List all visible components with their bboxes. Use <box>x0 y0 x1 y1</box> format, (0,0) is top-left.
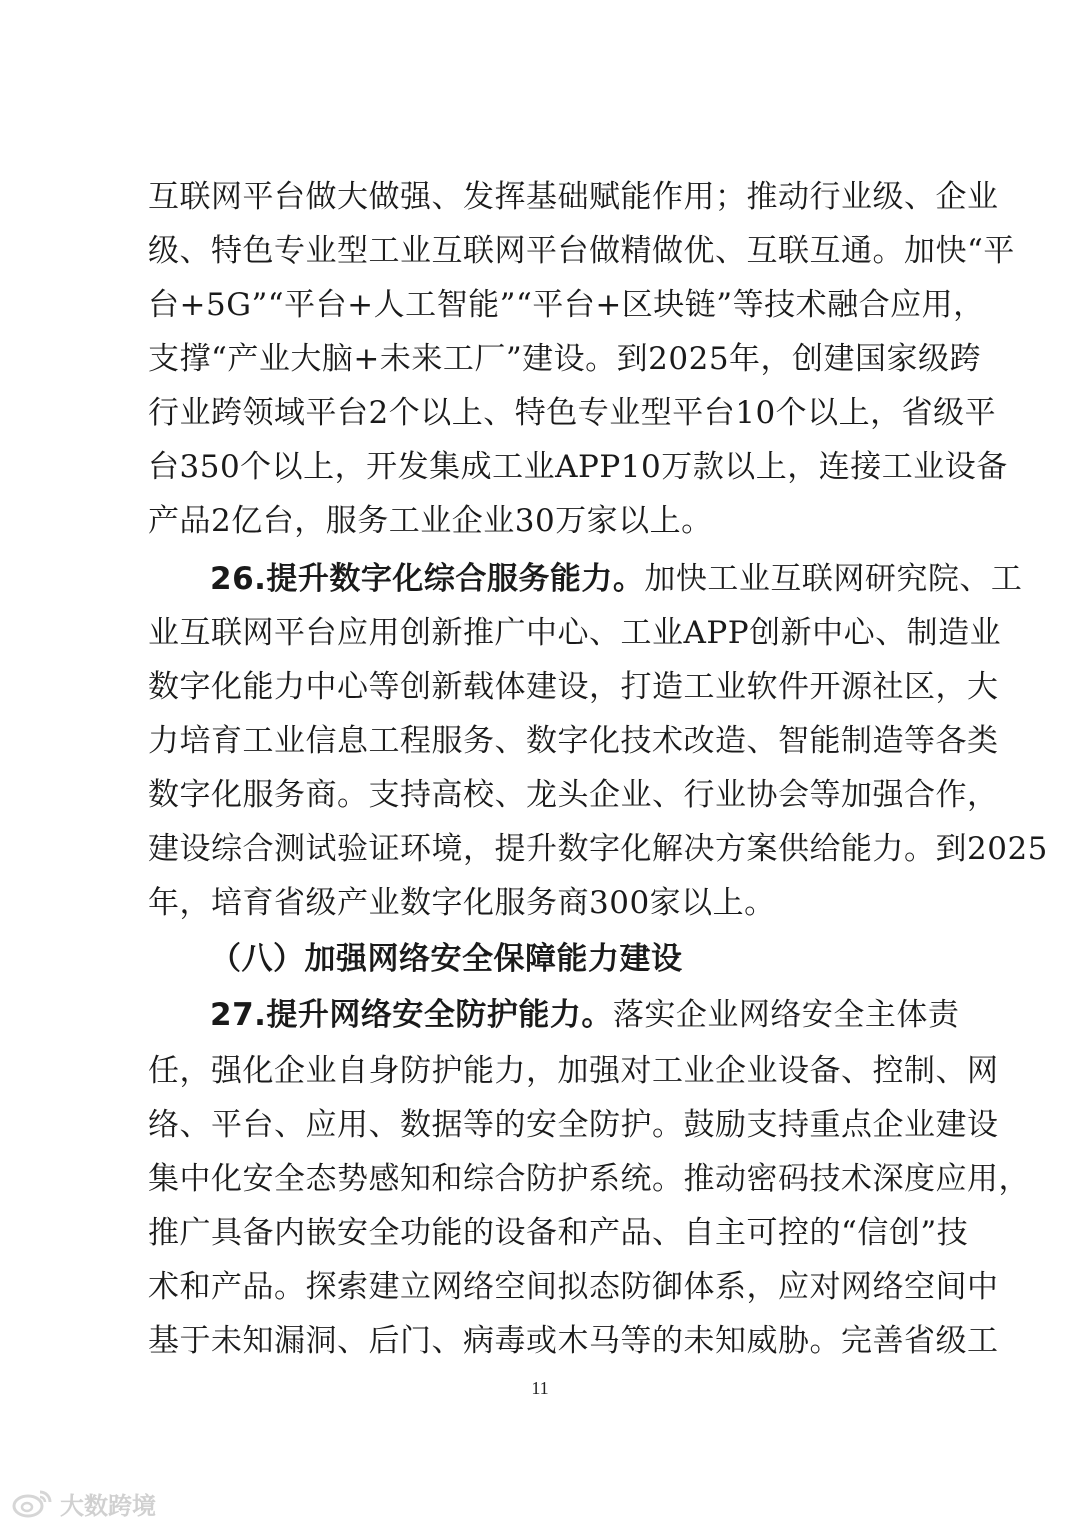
section-heading: （八）加强网络安全保障能力建设 <box>210 941 683 977</box>
item-27-line: 络、平台、应用、数据等的安全防护。鼓励支持重点企业建设 <box>148 1107 999 1143</box>
paragraph-line: 台+5G”“平台+人工智能”“平台+区块链”等技术融合应用， <box>148 287 985 323</box>
watermark <box>10 1486 156 1520</box>
paragraph-line: 台350个以上，开发集成工业APP10万款以上，连接工业设备 <box>148 449 1008 485</box>
paragraph-line: 支撑“产业大脑+未来工厂”建设。到2025年，创建国家级跨 <box>148 341 982 377</box>
item-26-line: 数字化服务商。支持高校、龙头企业、行业协会等加强合作， <box>148 777 999 813</box>
paragraph-line: 互联网平台做大做强、发挥基础赋能作用；推动行业级、企业 <box>148 179 999 215</box>
item-27-heading: 27.提升网络安全防护能力。 <box>210 997 613 1033</box>
item-26-line: 数字化能力中心等创新载体建设，打造工业软件开源社区，大 <box>148 669 999 705</box>
item-26-first-line <box>210 552 1023 606</box>
item-27-first-line-text: 落实企业网络安全主体责 <box>612 997 960 1033</box>
item-27-line: 术和产品。探索建立网络空间拟态防御体系，应对网络空间中 <box>148 1269 999 1305</box>
item-26-line: 业互联网平台应用创新推广中心、工业APP创新中心、制造业 <box>148 615 1002 651</box>
item-27-first-line <box>210 988 960 1042</box>
item-26-heading: 26.提升数字化综合服务能力。 <box>210 561 645 597</box>
paragraph-line: 行业跨领域平台2个以上、特色专业型平台10个以上，省级平 <box>148 395 997 431</box>
item-27-line: 集中化安全态势感知和综合防护系统。推动密码技术深度应用， <box>148 1161 1030 1197</box>
paragraph-line: 产品2亿台，服务工业企业30万家以上。 <box>148 503 713 539</box>
item-27-line: 推广具备内嵌安全功能的设备和产品、自主可控的“信创”技 <box>148 1215 969 1251</box>
watermark-text: 大数跨境 <box>60 1491 156 1520</box>
item-27-line: 任，强化企业自身防护能力，加强对工业企业设备、控制、网 <box>148 1053 999 1089</box>
item-27-line: 基于未知漏洞、后门、病毒或木马等的未知威胁。完善省级工 <box>148 1323 999 1359</box>
page-number: 11 <box>531 1378 549 1398</box>
item-26-line: 年，培育省级产业数字化服务商300家以上。 <box>148 885 776 921</box>
item-26-line: 建设综合测试验证环境，提升数字化解决方案供给能力。到2025 <box>148 831 1048 867</box>
item-26-first-line-text: 加快工业互联网研究院、工 <box>644 561 1023 597</box>
paragraph-line: 级、特色专业型工业互联网平台做精做优、互联互通。加快“平 <box>148 233 1015 269</box>
weibo-logo-icon <box>10 1488 54 1518</box>
item-26-line: 力培育工业信息工程服务、数字化技术改造、智能制造等各类 <box>148 723 999 759</box>
